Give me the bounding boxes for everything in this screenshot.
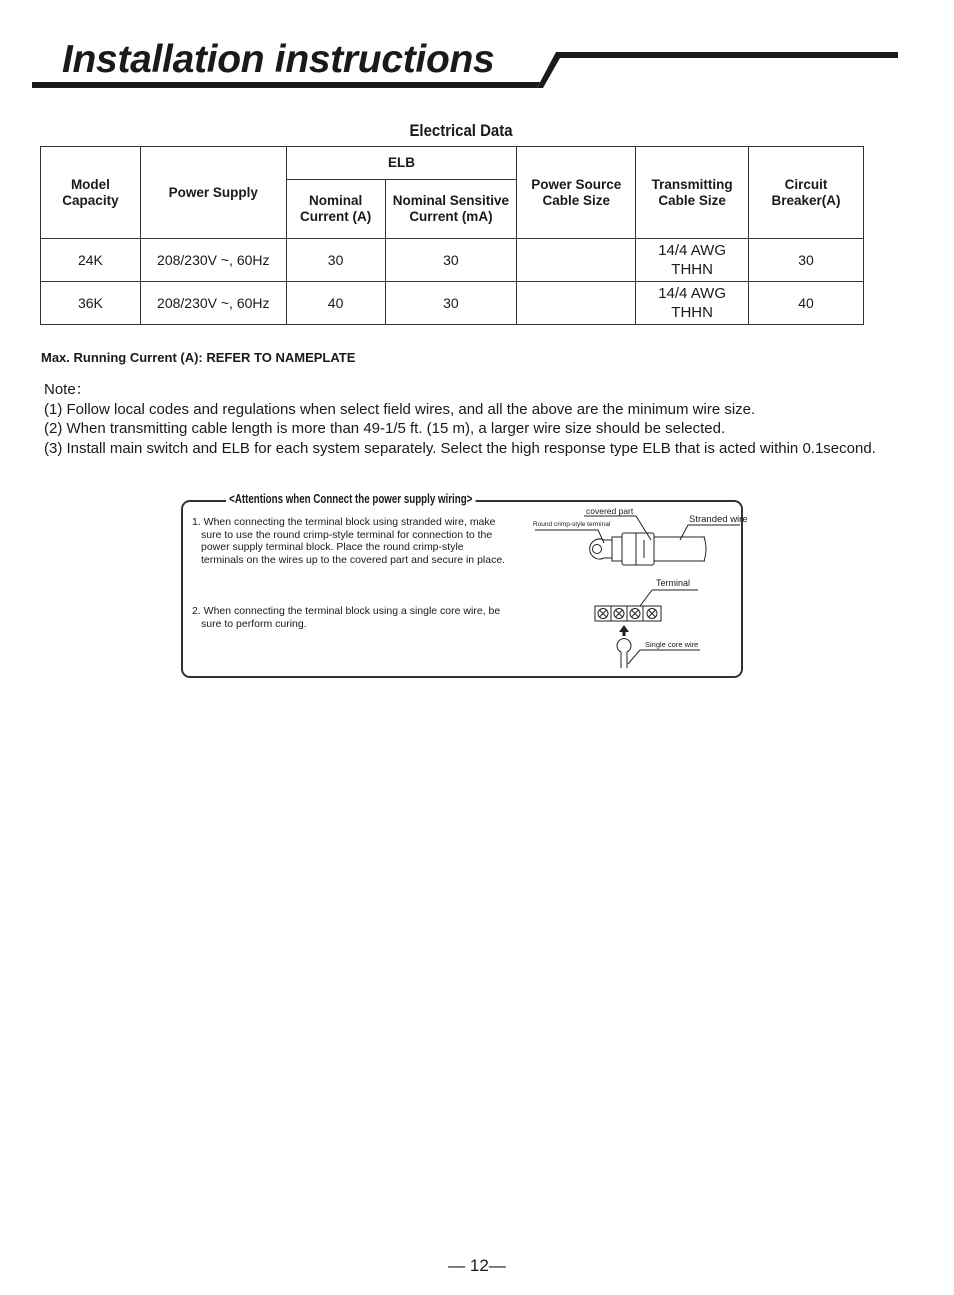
max-running-current: Max. Running Current (A): REFER TO NAMEPLATE [41,350,356,365]
header-power-source-cable: Power Source Cable Size [517,147,636,239]
note-item: (1) Follow local codes and regulations when select field wires, and all the above are the minimum wire size. [44,400,756,418]
notes-label: Note： [44,381,91,398]
label-stranded-wire: Stranded wire [689,514,748,525]
header-nominal-sensitive: Nominal Sensitive Current (mA) [385,180,517,239]
cell-nominal-current: 40 [286,282,385,325]
cell-nominal-sensitive: 30 [385,239,517,282]
cell-nominal-sensitive: 30 [385,282,517,325]
page-number: — 12— [448,1256,506,1275]
terminal-screw-icon [598,609,608,619]
cell-circuit-breaker: 30 [749,239,864,282]
crimp-sleeve-icon [612,537,622,561]
page-title: Installation instructions [62,38,495,81]
terminal-screw-icon [630,609,640,619]
cell-circuit-breaker: 40 [749,282,864,325]
header-model-capacity: Model Capacity [41,147,141,239]
ring-terminal-hole-icon [593,545,602,554]
cell-power-supply: 208/230V ~, 60Hz [140,239,286,282]
cell-power-supply: 208/230V ~, 60Hz [140,282,286,325]
header-transmitting-cable: Transmitting Cable Size [636,147,749,239]
attention-item-stranded: 1. When connecting the terminal block using stranded wire, make sure to use the round crimp-style terminal for connection to the power supply terminal block. Place the round crimp-style terminals on the wires up to the covered part and secure in place. [192,516,506,567]
attention-item-single-core: 2. When connecting the terminal block using a single core wire, be sure to perform curing. [192,605,501,630]
cell-model: 24K [41,239,141,282]
terminal-screw-icon [647,609,657,619]
cell-nominal-current: 30 [286,239,385,282]
header-nominal-current: Nominal Current (A) [286,180,385,239]
header-elb: ELB [286,147,517,180]
note-item: (2) When transmitting cable length is more than 49-1/5 ft. (15 m), a larger wire size should be selected. [44,420,726,437]
attention-title: <Attentions when Connect the power supply wiring> [226,492,475,506]
cell-model: 36K [41,282,141,325]
arrow-up-icon [619,625,629,636]
label-covered-part: covered part [586,506,634,516]
label-round-terminal: Round crimp-style terminal [533,521,611,528]
header-power-supply: Power Supply [140,147,286,239]
stranded-wire-icon [654,537,706,561]
note-item: (3) Install main switch and ELB for each system separately. Select the high response type ELB that is acted within 0.1second. [44,439,876,457]
label-terminal: Terminal [656,578,691,588]
label-single-core-wire: Single core wire [645,640,699,649]
electrical-data-title: Electrical Data [409,121,513,140]
cell-transmitting-cable: 14/4 AWG THHN [636,239,749,282]
terminal-screw-icon [614,609,624,619]
cell-transmitting-cable: 14/4 AWG THHN [636,282,749,325]
header-circuit-breaker: Circuit Breaker(A) [749,147,864,239]
